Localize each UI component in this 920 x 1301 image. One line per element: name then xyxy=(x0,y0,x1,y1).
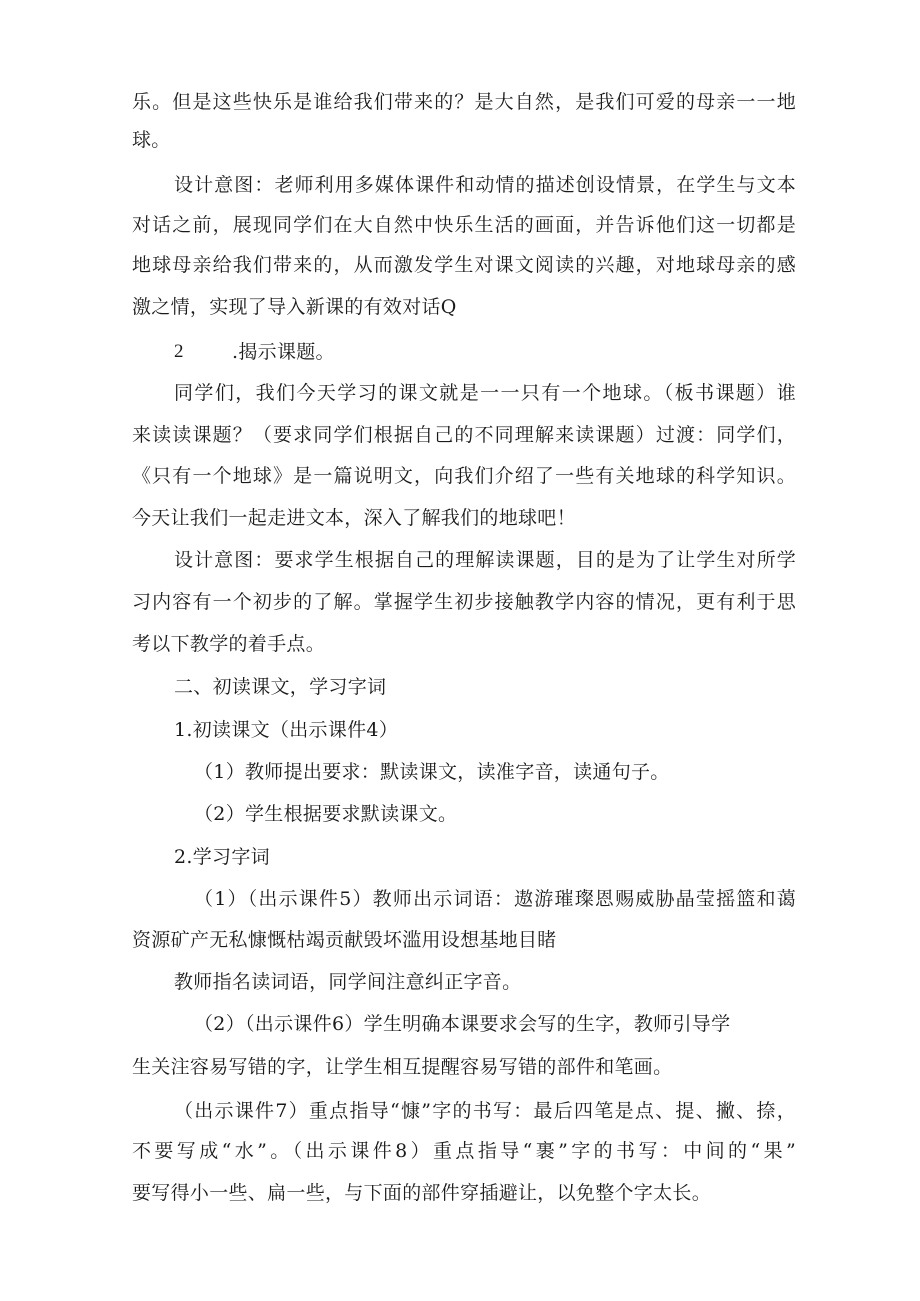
text-line: 资源矿产无私慷慨枯竭贡献毁坏滥用设想基地目睹 xyxy=(132,929,557,951)
text-line: 要写得小一些、扁一些，与下面的部件穿插避让，以免整个字太长。 xyxy=(132,1182,712,1204)
text-line: 考以下教学的着手点。 xyxy=(132,633,326,655)
list-item: （2）学生根据要求默读课文。 xyxy=(194,803,458,825)
text-line: 不要写成“水”。（出示课件8）重点指导“裹”字的书写：中间的“果” xyxy=(132,1140,796,1162)
section-heading: .揭示课题。 xyxy=(232,341,335,363)
text-line: 同学们，我们今天学习的课文就是一一只有一个地球。（板书课题）谁 xyxy=(174,382,796,404)
list-item: （1）教师提出要求：默读课文，读准字音，读通句子。 xyxy=(194,761,670,783)
text-line: 习内容有一个初步的了解。掌握学生初步接触教学内容的情况，更有利于思 xyxy=(132,591,796,613)
subsection-heading: 2.学习字词 xyxy=(174,846,270,868)
section-number: 2 xyxy=(174,341,184,362)
text-line: 《只有一个地球》是一篇说明文，向我们介绍了一些有关地球的科学知识。 xyxy=(132,465,796,487)
text-line: 设计意图：老师利用多媒体课件和动情的描述创设情景，在学生与文本 xyxy=(174,174,796,196)
list-item: （2）（出示课件6）学生明确本课要求会写的生字，教师引导学 xyxy=(194,1013,731,1035)
text-line: 设计意图：要求学生根据自己的理解读课题，目的是为了让学生对所学 xyxy=(174,549,796,571)
text-line: 生关注容易写错的字，让学生相互提醒容易写错的部件和笔画。 xyxy=(132,1056,673,1078)
text-line: 教师指名读词语，同学间注意纠正字音。 xyxy=(174,971,522,993)
text-line: 球。 xyxy=(132,129,171,151)
subsection-heading: 1.初读课文（出示课件4） xyxy=(174,719,399,741)
text-line: 激之情，实现了导入新课的有效对话Q xyxy=(132,296,457,318)
text-line: 来读读课题？（要求同学们根据自己的不同理解来读课题）过渡：同学们， xyxy=(132,424,796,446)
section-heading: 二、初读课文，学习字词 xyxy=(174,676,387,698)
text-line: 乐。但是这些快乐是谁给我们带来的？是大自然，是我们可爱的母亲一一地 xyxy=(132,91,796,113)
text-line: 今天让我们一起走进文本，深入了解我们的地球吧！ xyxy=(132,507,576,529)
list-item: （1）（出示课件5）教师出示词语：遨游璀璨恩赐威胁晶莹摇篮和蔼 xyxy=(194,888,796,910)
text-line: 地球母亲给我们带来的，从而激发学生对课文阅读的兴趣，对地球母亲的感 xyxy=(132,254,796,276)
text-line: 对话之前，展现同学们在大自然中快乐生活的画面，并告诉他们这一切都是 xyxy=(132,214,796,236)
text-line: （出示课件7）重点指导“慷”字的书写：最后四笔是点、提、撇、捺， xyxy=(174,1100,796,1122)
